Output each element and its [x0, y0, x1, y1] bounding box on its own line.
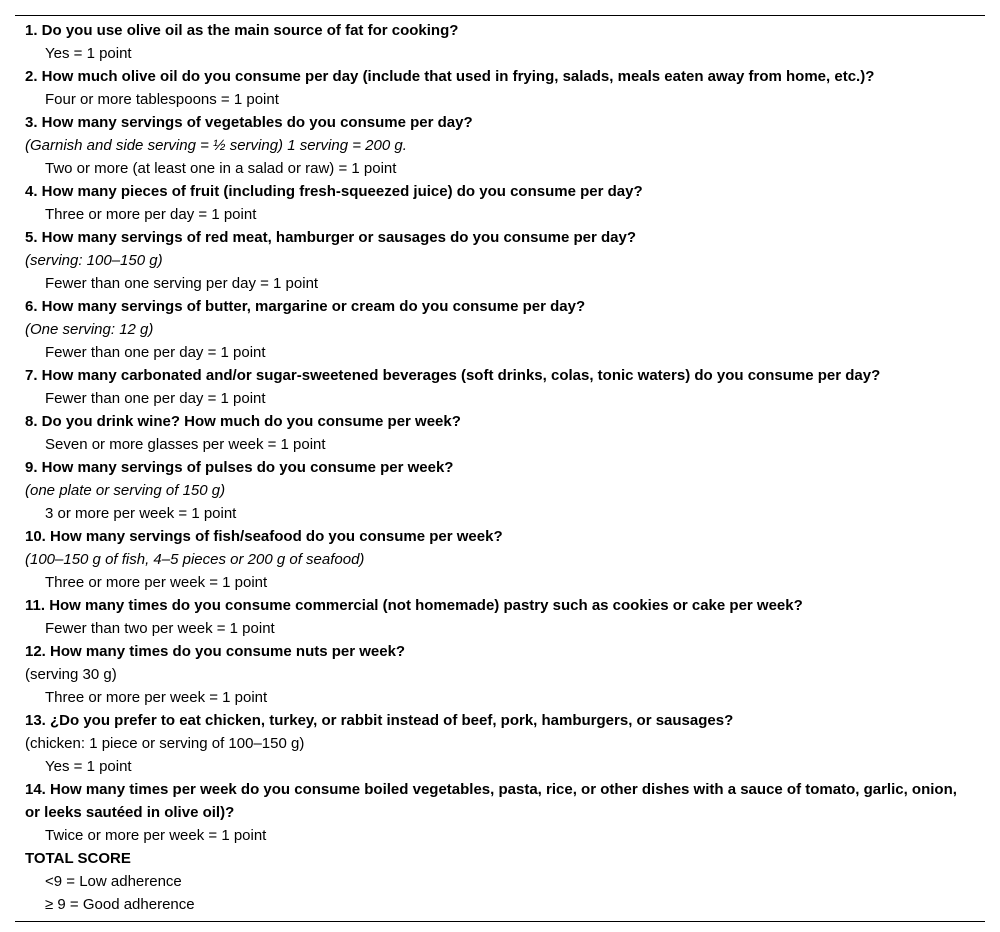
- question-11: 11. How many times do you consume commercial (not homemade) pastry such as cookies or cake per week?: [25, 597, 803, 614]
- question-9: 9. How many servings of pulses do you consume per week?: [25, 459, 454, 476]
- answer-8: Seven or more glasses per week = 1 point: [45, 436, 326, 453]
- question-7: 7. How many carbonated and/or sugar-sweetened beverages (soft drinks, colas, tonic waters) do you consume per day?: [25, 367, 881, 384]
- question-6: 6. How many servings of butter, margarine or cream do you consume per day?: [25, 298, 586, 315]
- question-8: 8. Do you drink wine? How much do you consume per week?: [25, 413, 461, 430]
- answer-13: Yes = 1 point: [45, 758, 132, 775]
- question-14: 14. How many times per week do you consume boiled vegetables, pasta, rice, or other dishes with a sauce of tomato, garlic, onion, or leeks sautéed in olive oil)?: [25, 781, 957, 821]
- answer-1: Yes = 1 point: [45, 45, 132, 62]
- note-3: (Garnish and side serving = ½ serving) 1 serving = 200 g.: [25, 137, 407, 154]
- answer-4: Three or more per day = 1 point: [45, 206, 257, 223]
- question-1: 1. Do you use olive oil as the main source of fat for cooking?: [25, 22, 459, 39]
- answer-10: Three or more per week = 1 point: [45, 574, 268, 591]
- note-9: (one plate or serving of 150 g): [25, 482, 226, 499]
- question-2: 2. How much olive oil do you consume per day (include that used in frying, salads, meals eaten away from home, etc.)?: [25, 68, 875, 85]
- note-10: (100–150 g of fish, 4–5 pieces or 200 g of seafood): [25, 551, 365, 568]
- question-12: 12. How many times do you consume nuts per week?: [25, 643, 406, 660]
- question-4: 4. How many pieces of fruit (including fresh-squeezed juice) do you consume per day?: [25, 183, 643, 200]
- question-3: 3. How many servings of vegetables do you consume per day?: [25, 114, 473, 131]
- note-13: (chicken: 1 piece or serving of 100–150 g): [25, 735, 305, 752]
- question-10: 10. How many servings of fish/seafood do you consume per week?: [25, 528, 503, 545]
- score-good-adherence: ≥ 9 = Good adherence: [45, 896, 195, 913]
- note-5: (serving: 100–150 g): [25, 252, 163, 269]
- answer-9: 3 or more per week = 1 point: [45, 505, 237, 522]
- question-5: 5. How many servings of red meat, hamburger or sausages do you consume per day?: [25, 229, 637, 246]
- note-12: (serving 30 g): [25, 666, 117, 683]
- questionnaire-table: [15, 15, 985, 922]
- answer-11: Fewer than two per week = 1 point: [45, 620, 275, 637]
- score-low-adherence: <9 = Low adherence: [45, 873, 182, 890]
- total-score-heading: TOTAL SCORE: [25, 850, 131, 867]
- note-6: (One serving: 12 g): [25, 321, 154, 338]
- answer-6: Fewer than one per day = 1 point: [45, 344, 266, 361]
- answer-7: Fewer than one per day = 1 point: [45, 390, 266, 407]
- question-13: 13. ¿Do you prefer to eat chicken, turkey, or rabbit instead of beef, pork, hamburgers, or sausages?: [25, 712, 734, 729]
- answer-3: Two or more (at least one in a salad or raw) = 1 point: [45, 160, 397, 177]
- answer-14: Twice or more per week = 1 point: [45, 827, 267, 844]
- answer-12: Three or more per week = 1 point: [45, 689, 268, 706]
- answer-2: Four or more tablespoons = 1 point: [45, 91, 279, 108]
- answer-5: Fewer than one serving per day = 1 point: [45, 275, 319, 292]
